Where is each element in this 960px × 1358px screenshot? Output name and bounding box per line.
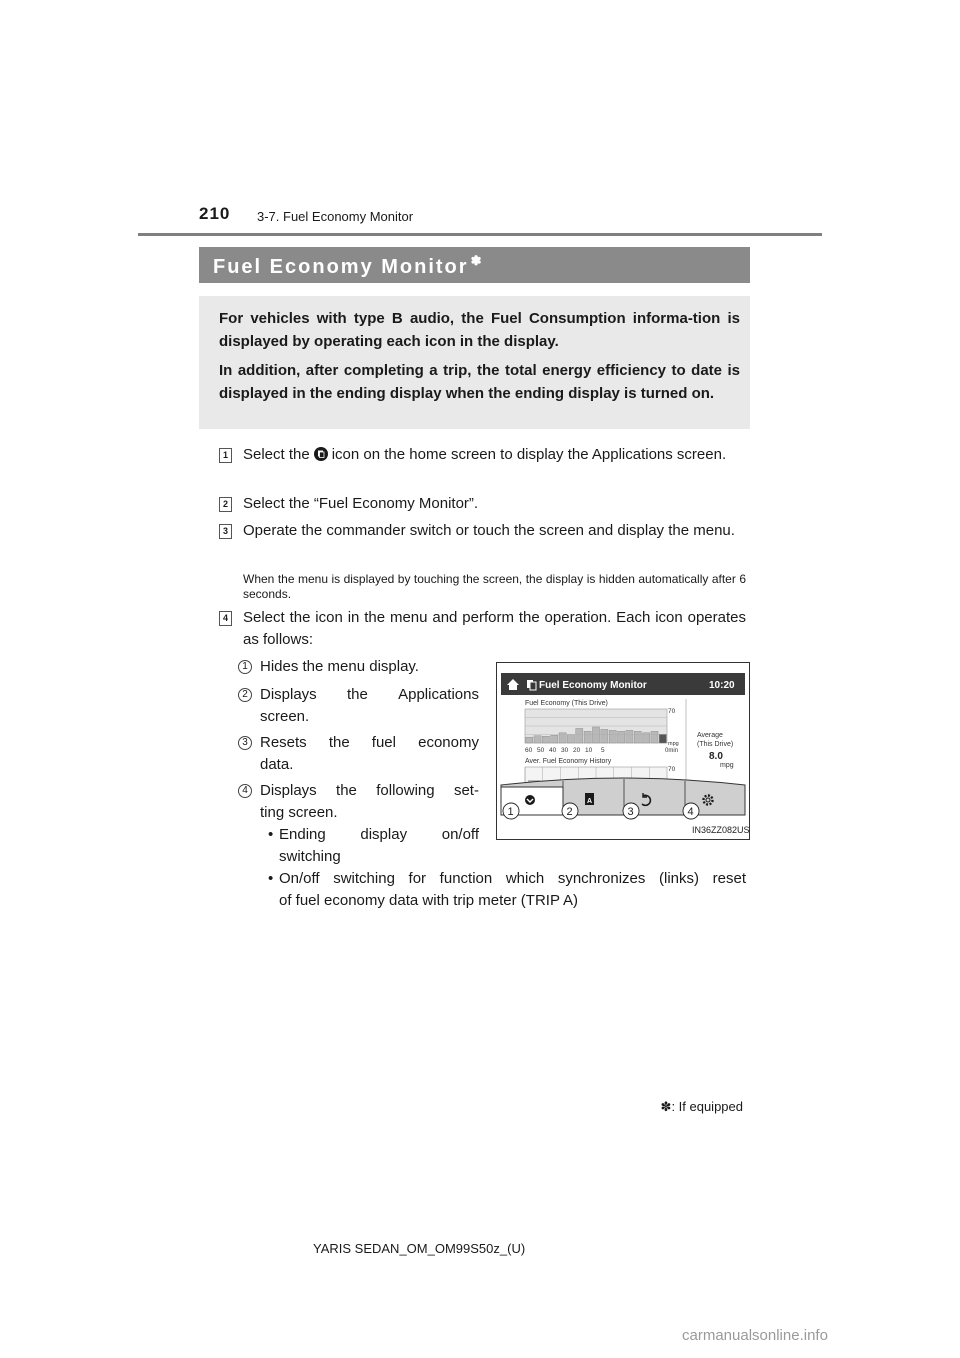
fuel-economy-bar <box>534 736 541 743</box>
section-title-text: Fuel Economy Monitor <box>213 256 469 278</box>
applications-icon <box>314 447 328 461</box>
fuel-economy-bar <box>626 730 633 743</box>
fuel-economy-bar <box>584 731 591 743</box>
graph2-max: 70 <box>668 766 676 773</box>
step-4-text: Select the icon in the menu and perform the operation. Each icon operates as follows: <box>243 609 746 648</box>
screen-title: Fuel Economy Monitor <box>539 680 647 691</box>
word: Displays <box>260 686 317 703</box>
applications-button-icon[interactable] <box>585 793 594 805</box>
manual-code: YARIS SEDAN_OM_OM99S50z_(U) <box>313 1241 526 1256</box>
watermark: carmanualsonline.info <box>682 1327 828 1344</box>
fuel-economy-bar <box>609 730 616 743</box>
svg-text:1: 1 <box>507 806 514 818</box>
x-tick-label: 30 <box>561 747 569 754</box>
word: the <box>336 782 357 799</box>
step-3-note: When the menu is displayed by touching the screen, the display is hidden automatically after 6 seconds. <box>243 572 746 601</box>
step-number-4: 4 <box>219 611 232 626</box>
fuel-economy-bar <box>526 737 533 743</box>
word: the <box>328 734 350 751</box>
fuel-economy-bar <box>617 731 624 743</box>
bullet-2-line-1: On/off switching for function which synchronizes (links) reset <box>279 870 746 887</box>
average-value: 8.0 <box>709 751 723 762</box>
word: Ending <box>279 826 326 843</box>
word: display <box>360 826 408 843</box>
x-tick-label: 60 <box>525 747 533 754</box>
bullet-glyph: • <box>268 870 274 887</box>
word: set- <box>453 782 479 799</box>
average-label-1: Average <box>697 732 723 739</box>
x-tick-label: 10 <box>585 747 593 754</box>
bullet-1-text <box>279 824 479 868</box>
sub-item-1-text: Hides the menu display. <box>260 658 419 675</box>
word: economy <box>418 734 479 751</box>
step-number-3: 3 <box>219 524 232 539</box>
header-divider <box>138 233 822 236</box>
svg-text:4: 4 <box>687 806 694 818</box>
step-1-text <box>243 444 746 466</box>
fuel-economy-bar <box>567 735 574 743</box>
graph1-mpg-label: mpg <box>668 741 679 747</box>
sub-item-number-2: 2 <box>238 688 252 702</box>
footnote-mark: ✽ <box>660 1099 672 1114</box>
word: following <box>376 782 435 799</box>
graph1-max: 70 <box>668 708 676 715</box>
word: Applications <box>398 686 479 703</box>
sub-item-2-line-1 <box>260 684 479 706</box>
word: Displays <box>260 782 317 799</box>
if-equipped-mark: ✽ <box>470 253 482 268</box>
fuel-economy-bar <box>634 731 641 743</box>
x-tick-label: 40 <box>549 747 557 754</box>
word: the <box>346 686 368 703</box>
fuel-economy-bar <box>542 736 549 743</box>
average-label-2: (This Drive) <box>697 741 734 748</box>
hide-menu-icon[interactable] <box>525 795 535 805</box>
callout-1 <box>503 803 519 819</box>
svg-text:3: 3 <box>627 806 634 818</box>
sub-item-number-3: 3 <box>238 736 252 750</box>
intro-paragraph-2: In addition, after completing a trip, the total energy efficiency to date is displayed in the ending display when the ending display is turned on. <box>219 362 740 402</box>
x-tick-label: 5 <box>601 747 605 754</box>
section-title <box>199 247 750 283</box>
bullet-2-text <box>279 868 746 912</box>
fuel-economy-bar <box>651 731 658 743</box>
callout-2 <box>562 803 578 819</box>
sub-item-number-1: 1 <box>238 660 252 674</box>
sub-item-3-line-2: data. <box>260 756 294 773</box>
fuel-economy-screen <box>497 663 749 839</box>
word: on/off <box>441 826 479 843</box>
bullet-glyph: • <box>268 826 274 843</box>
figure-code: IN36ZZ082US <box>692 825 750 835</box>
fuel-economy-screen-figure <box>496 662 750 840</box>
sub-item-4-line-1 <box>260 780 479 802</box>
sub-item-4-text <box>260 780 479 824</box>
word: fuel <box>371 734 396 751</box>
sub-item-3-line-1 <box>260 732 479 754</box>
callout-4 <box>683 803 699 819</box>
step-3-text: Operate the commander switch or touch the screen and display the menu. <box>243 522 735 539</box>
graph1-min-label: 0min <box>665 748 679 754</box>
fuel-economy-bar <box>601 729 608 743</box>
footnote-text: : If equipped <box>671 1099 743 1114</box>
graph1-label: Fuel Economy (This Drive) <box>525 700 608 707</box>
step-1-text-a: Select the <box>243 446 310 463</box>
footnote <box>661 1099 743 1115</box>
step-2-text: Select the “Fuel Economy Monitor”. <box>243 495 479 512</box>
x-tick-label: 20 <box>573 747 581 754</box>
word: Resets <box>260 734 307 751</box>
sub-item-number-4: 4 <box>238 784 252 798</box>
fuel-economy-bar <box>551 735 558 743</box>
screen-time: 10:20 <box>709 680 735 691</box>
x-tick-label: 50 <box>537 747 545 754</box>
bullet-1-line-2: switching <box>279 848 341 865</box>
svg-text:A: A <box>587 798 593 805</box>
bullet-2-line-2: of fuel economy data with trip meter (TRIP A) <box>279 892 579 909</box>
sub-item-3-text <box>260 732 479 776</box>
fuel-economy-bar <box>592 727 599 743</box>
step-number-1: 1 <box>219 448 232 463</box>
fuel-economy-bar <box>659 734 666 743</box>
section-breadcrumb: 3-7. Fuel Economy Monitor <box>257 209 414 224</box>
bullet-1-line-1 <box>279 824 479 846</box>
average-unit: mpg <box>720 762 734 769</box>
page-number: 210 <box>199 204 231 223</box>
svg-text:2: 2 <box>566 806 573 818</box>
sub-item-2-line-2: screen. <box>260 708 310 725</box>
graph2-label: Aver. Fuel Economy History <box>525 758 612 765</box>
intro-box <box>199 296 750 429</box>
sub-item-2-text <box>260 684 479 728</box>
callout-3 <box>623 803 639 819</box>
step-1-text-b: icon on the home screen to display the Applications screen. <box>331 446 727 463</box>
sub-item-4-line-2: ting screen. <box>260 804 338 821</box>
fuel-economy-bar <box>576 728 583 743</box>
intro-paragraph-1: For vehicles with type B audio, the Fuel Consumption informa-tion is displayed by operating each icon in the display. <box>219 310 740 350</box>
step-number-2: 2 <box>219 497 232 512</box>
